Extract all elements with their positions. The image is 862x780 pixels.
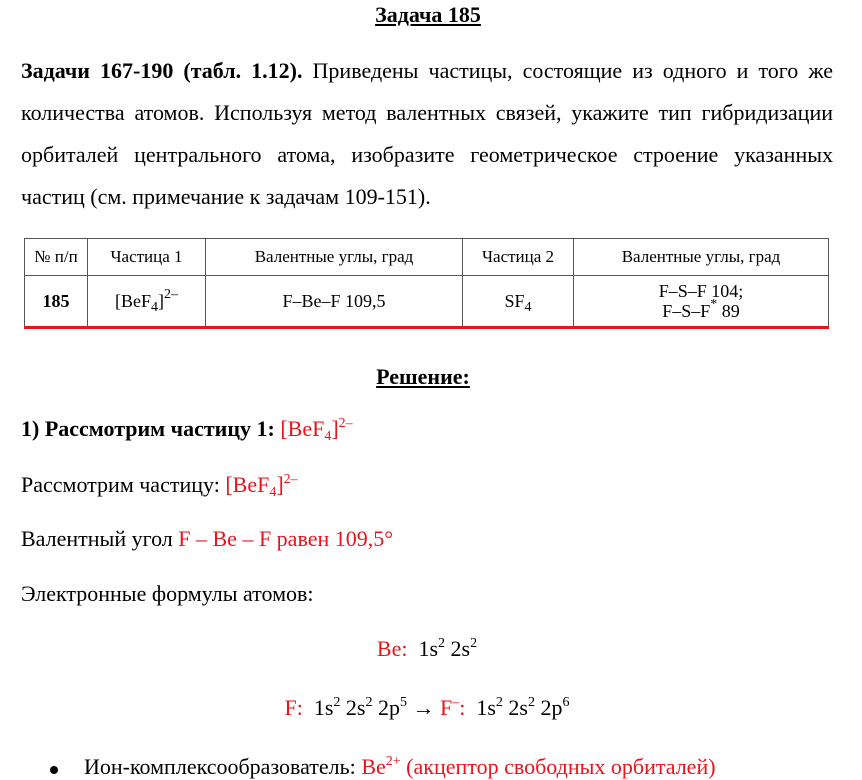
task-description [21, 50, 833, 218]
step1-line: 1) Рассмотрим частицу 1: $[BeF_4]^{2-}$ [21, 416, 353, 444]
angle-line: Валентный угол F – Be – F равен 109,5° [21, 526, 394, 551]
electron-heading: Электронные формулы атомов: [21, 581, 314, 606]
table-header-row [25, 239, 829, 276]
header-angles2: Валентные углы, град [574, 239, 829, 276]
cell-angle2: F–S–F 104; F–S–F* 89 [574, 276, 829, 328]
f-formula: F: $1s^2$ $2s^2$ $2p^5 \to F^-$: $1s^2$ $2s^2$ $2p^6$ [284, 695, 570, 720]
cell-num: 185 [25, 276, 88, 328]
be-formula: Be: $1s^2$ $2s^2$ [376, 636, 478, 661]
header-num: № п/п [25, 239, 88, 276]
header-particle1: Частица 1 [88, 239, 206, 276]
table-row [25, 276, 829, 328]
data-table [24, 238, 829, 329]
task-text: Приведены частицы, состоящие из одного и того же количества атомов. Используя метод валентных связей, укажите тип гибридизации орбиталей центрального атома, изобразите геометрическое строение указанных частиц (см. примечание к задачам 109-151). [21, 58, 834, 209]
cell-particle1: $[BeF_4]^{2-}$ [88, 276, 206, 328]
task-range: Задачи 167-190 (табл. 1.12). [21, 58, 303, 83]
consider-line: Рассмотрим частицу: $[BeF_4]^{2-}$ [21, 472, 298, 500]
page-title: Задача 185 [375, 2, 481, 27]
bullet-line: Ион-комплексообразователь: $Be^{2+}$ (акцептор свободных орбиталей) [84, 754, 716, 779]
header-particle2: Частица 2 [463, 239, 574, 276]
solution-heading: Решение: [376, 364, 470, 389]
cell-particle2: $SF_4$ [463, 276, 574, 328]
header-angles1: Валентные углы, град [206, 239, 463, 276]
cell-angle1: F–Be–F 109,5 [206, 276, 463, 328]
